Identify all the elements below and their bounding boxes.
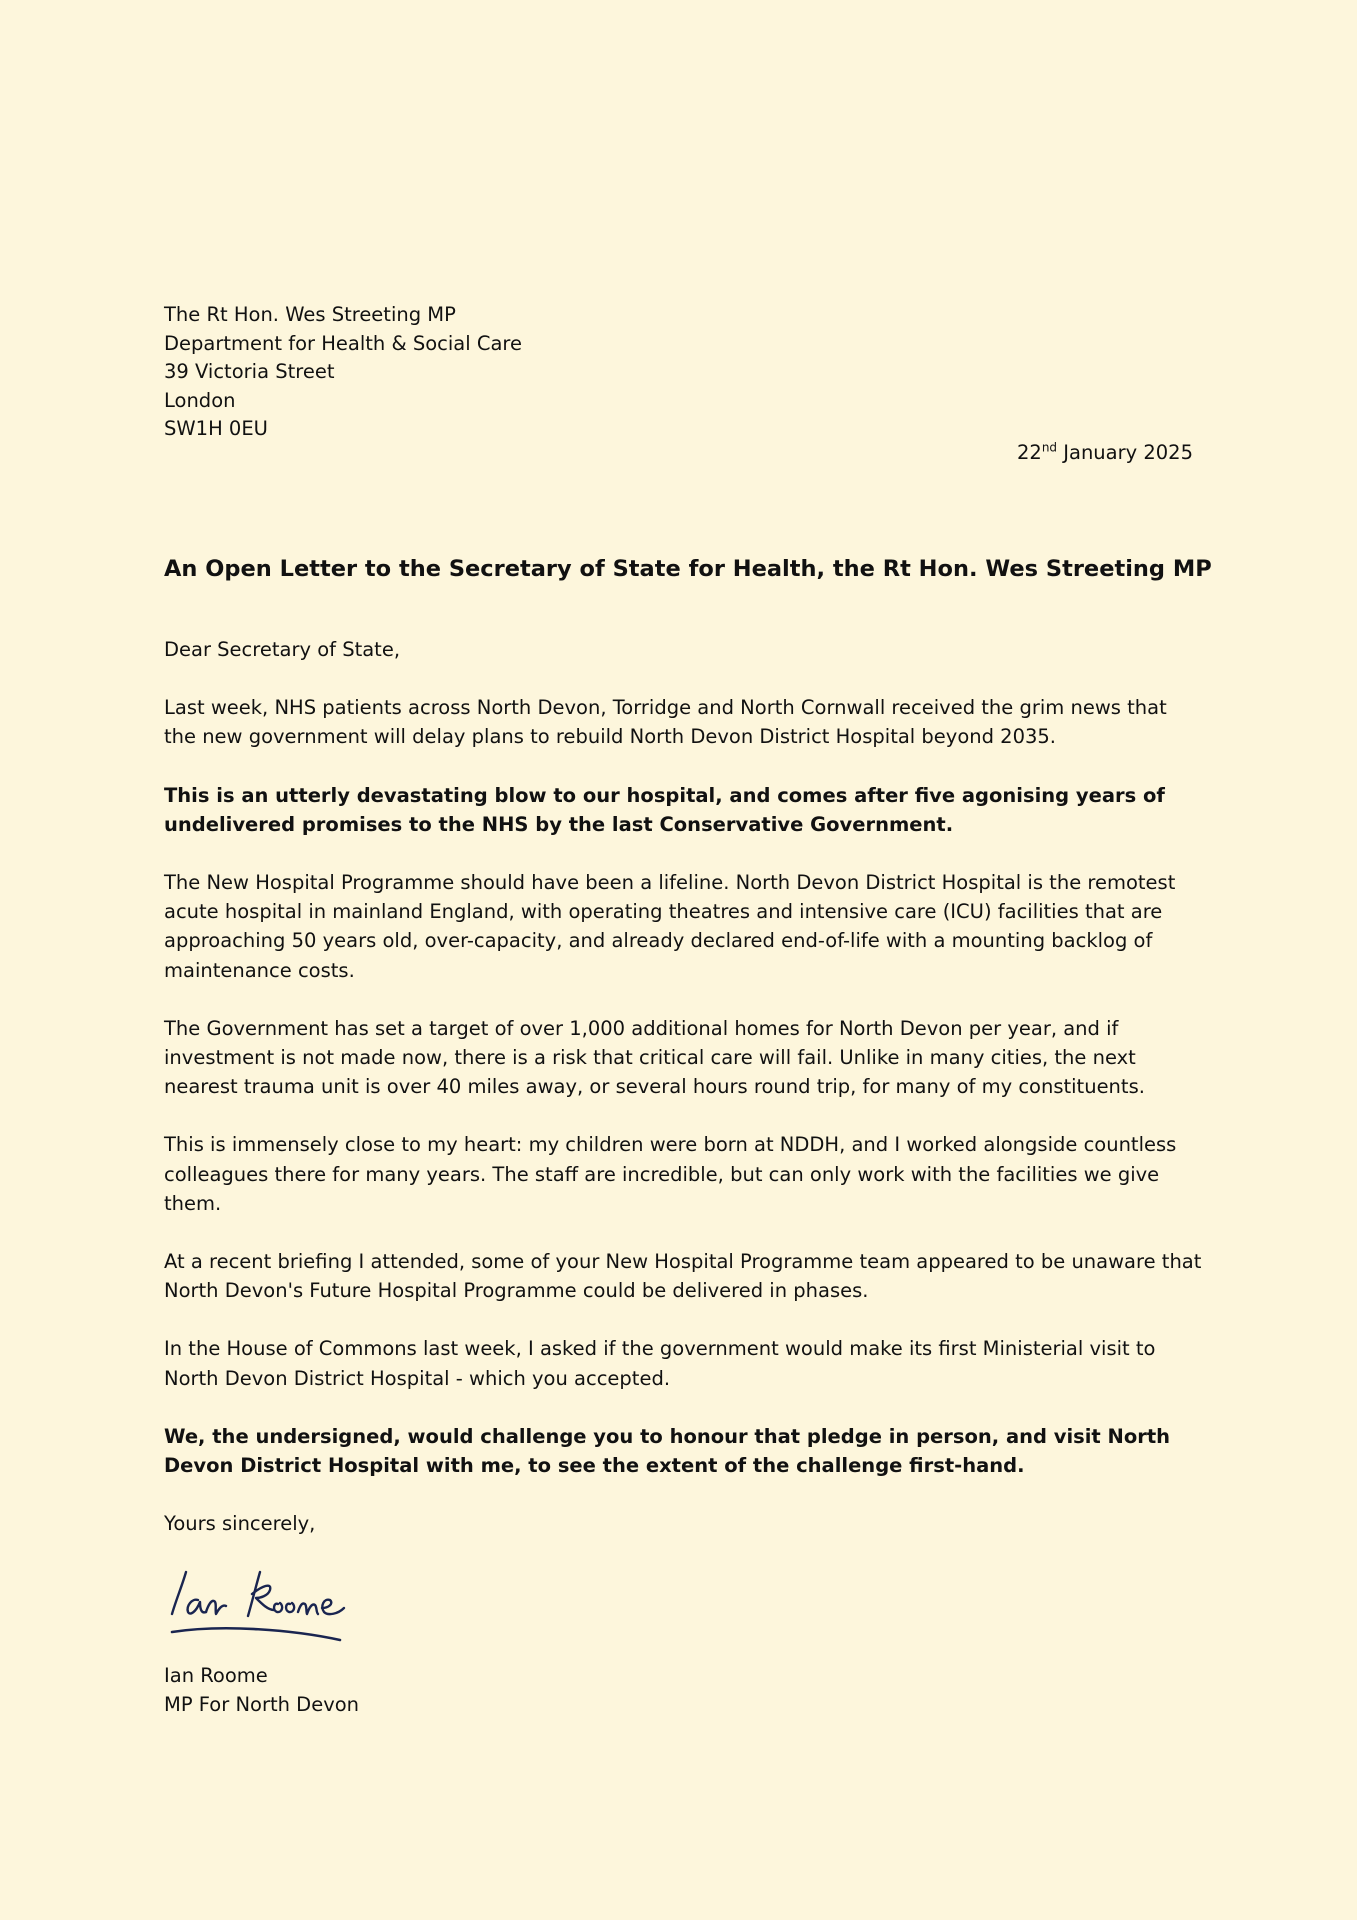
recipient-line: The Rt Hon. Wes Streeting MP [164, 303, 456, 326]
body-paragraph: The Government has set a target of over 1,000 additional homes for North Devon per year, and if investment is not made now, there is a risk that critical care will fail. Unlike in many cities, the next nearest trauma unit is over 40 miles away, or several hours round trip, for many of my constituents. [164, 1016, 1145, 1099]
body-paragraph: At a recent briefing I attended, some of your New Hospital Programme team appeared to be unaware that North Devon's Future Hospital Programme could be delivered in phases. [164, 1250, 1202, 1303]
body-paragraph-bold: We, the undersigned, would challenge you to honour that pledge in person, and visit North Devon District Hospital with me, to see the extent of the challenge first-hand. [164, 1424, 1171, 1478]
body-paragraph: This is immensely close to my heart: my children were born at NDDH, and I worked alongside countless colleagues there for many years. The staff are incredible, but can only work with the facilities we give them. [164, 1133, 1177, 1215]
sender-title: MP For North Devon [164, 1693, 360, 1716]
sender-block [164, 1661, 359, 1719]
recipient-line: Department for Health & Social Care [164, 331, 523, 355]
recipient-line: 39 Victoria Street [164, 360, 335, 383]
letter-heading: An Open Letter to the Secretary of State for Health, the Rt Hon. Wes Streeting MP [164, 556, 1212, 582]
body-paragraph-bold: This is an utterly devastating blow to our hospital, and comes after five agonising years of undelivered promises to the NHS by the last Conservative Government. [164, 783, 1165, 836]
recipient-line: London [164, 388, 236, 412]
letter-date [1017, 439, 1193, 467]
date-day: 22 [1016, 441, 1042, 464]
date-month-year: January 2025 [1057, 441, 1193, 464]
letter-body [164, 635, 1204, 1538]
recipient-address [164, 301, 522, 444]
body-paragraph: The New Hospital Programme should have been a lifeline. North Devon District Hospital is the remotest acute hospital in mainland England, with operating theatres and intensive care (ICU) facilities that are approaching 50 years old, over-capacity, and already declared end-of-life with a mounting backlog of maintenance costs. [164, 871, 1176, 982]
date-suffix: nd [1041, 440, 1058, 455]
handwritten-signature [164, 1560, 384, 1650]
body-paragraph: Last week, NHS patients across North Devon, Torridge and North Cornwall received the grim news that the new government will delay plans to rebuild North Devon District Hospital beyond 2035. [164, 696, 1167, 749]
body-paragraph: In the House of Commons last week, I asked if the government would make its first Ministerial visit to North Devon District Hospital - which you accepted. [164, 1337, 1156, 1390]
recipient-line: SW1H 0EU [164, 417, 268, 440]
sender-name: Ian Roome [164, 1664, 268, 1687]
closing: Yours sincerely, [164, 1512, 316, 1536]
salutation: Dear Secretary of State, [164, 638, 401, 661]
